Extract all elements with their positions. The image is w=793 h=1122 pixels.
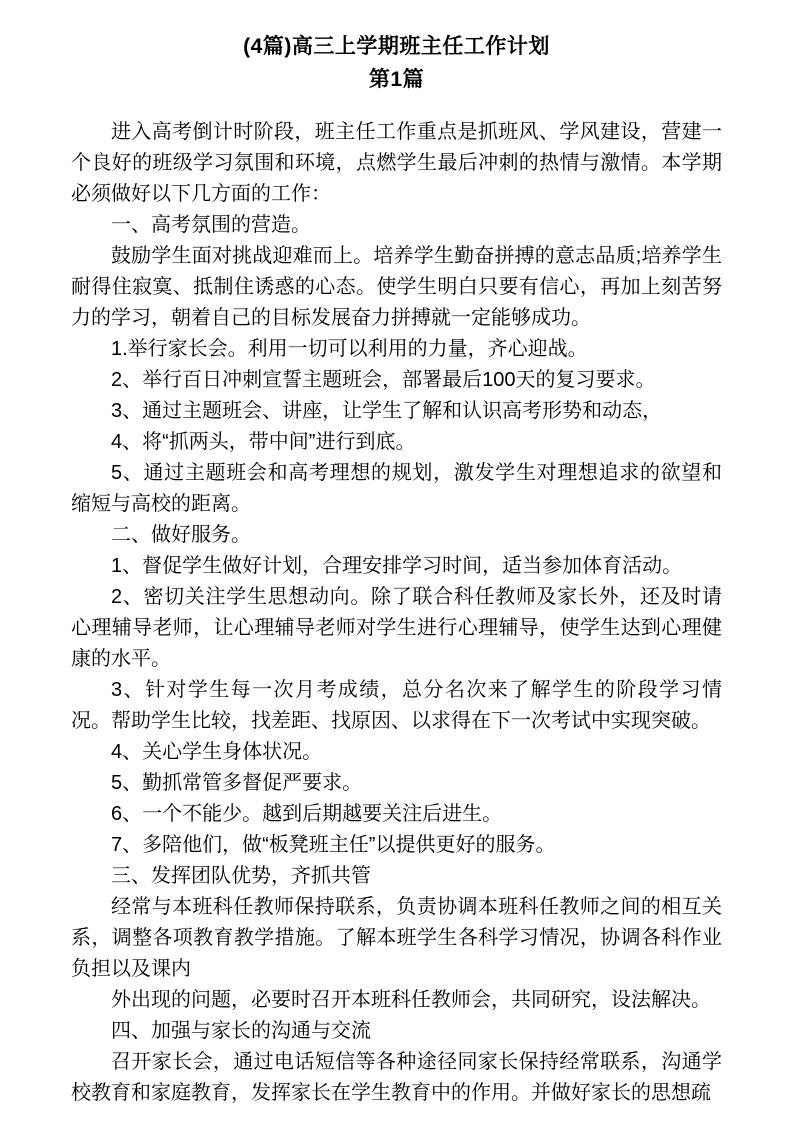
paragraph: 2、密切关注学生思想动向。除了联合科任教师及家长外，还及时请心理辅导老师，让心理辅导老师对学生进行心理辅导，使学生达到心理健康的水平。 <box>71 586 722 670</box>
paragraph: 2、举行百日冲刺宣誓主题班会，部署最后100天的复习要求。 <box>111 369 656 391</box>
paragraph: 三、发挥团队优势，齐抓共管 <box>111 865 371 887</box>
document-title: (4篇)高三上学期班主任工作计划 <box>243 35 550 58</box>
paragraph: 3、通过主题班会、讲座，让学生了解和认识高考形势和动态， <box>111 400 663 422</box>
paragraph: 7、多陪他们，做“板凳班主任”以提供更好的服务。 <box>111 834 556 856</box>
paragraph: 二、做好服务。 <box>111 524 251 546</box>
paragraph: 4、关心学生身体状况。 <box>111 741 323 763</box>
document-body <box>71 117 722 1109</box>
paragraph: 5、勤抓常管多督促严要求。 <box>111 772 363 794</box>
paragraph: 一、高考氛围的营造。 <box>111 214 311 236</box>
paragraph: 1、督促学生做好计划，合理安排学习时间，适当参加体育活动。 <box>111 555 683 577</box>
paragraph: 进入高考倒计时阶段，班主任工作重点是抓班风、学风建设，营建一个良好的班级学习氛围和环境，点燃学生最后冲刺的热情与激情。本学期必须做好以下几方面的工作： <box>71 121 722 205</box>
paragraph: 3、针对学生每一次月考成绩，总分名次来了解学生的阶段学习情况。帮助学生比较，找差距、找原因、以求得在下一次考试中实现突破。 <box>71 679 722 732</box>
paragraph: 鼓励学生面对挑战迎难而上。培养学生勤奋拼搏的意志品质;培养学生耐得住寂寞、抵制住诱惑的心态。使学生明白只要有信心，再加上刻苦努力的学习，朝着自己的目标发展奋力拼搏就一定能够成功。 <box>71 245 722 329</box>
paragraph: 1.举行家长会。利用一切可以利用的力量，齐心迎战。 <box>111 338 588 360</box>
paragraph: 5、通过主题班会和高考理想的规划，激发学生对理想追求的欲望和缩短与高校的距离。 <box>71 462 722 515</box>
paragraph: 外出现的问题，必要时召开本班科任教师会，共同研究，设法解决。 <box>111 989 711 1011</box>
section-heading: 第1篇 <box>368 68 425 91</box>
paragraph: 四、加强与家长的沟通与交流 <box>111 1020 371 1042</box>
paragraph: 4、将“抓两头，带中间”进行到底。 <box>111 431 416 453</box>
paragraph: 6、一个不能少。越到后期越要关注后进生。 <box>111 803 503 825</box>
paragraph: 经常与本班科任教师保持联系，负责协调本班科任教师之间的相互关系，调整各项教育教学措施。了解本班学生各科学习情况，协调各科作业负担以及课内 <box>71 896 722 980</box>
paragraph: 召开家长会，通过电话短信等各种途径同家长保持经常联系，沟通学校教育和家庭教育，发挥家长在学生教育中的作用。并做好家长的思想疏 <box>71 1051 722 1104</box>
